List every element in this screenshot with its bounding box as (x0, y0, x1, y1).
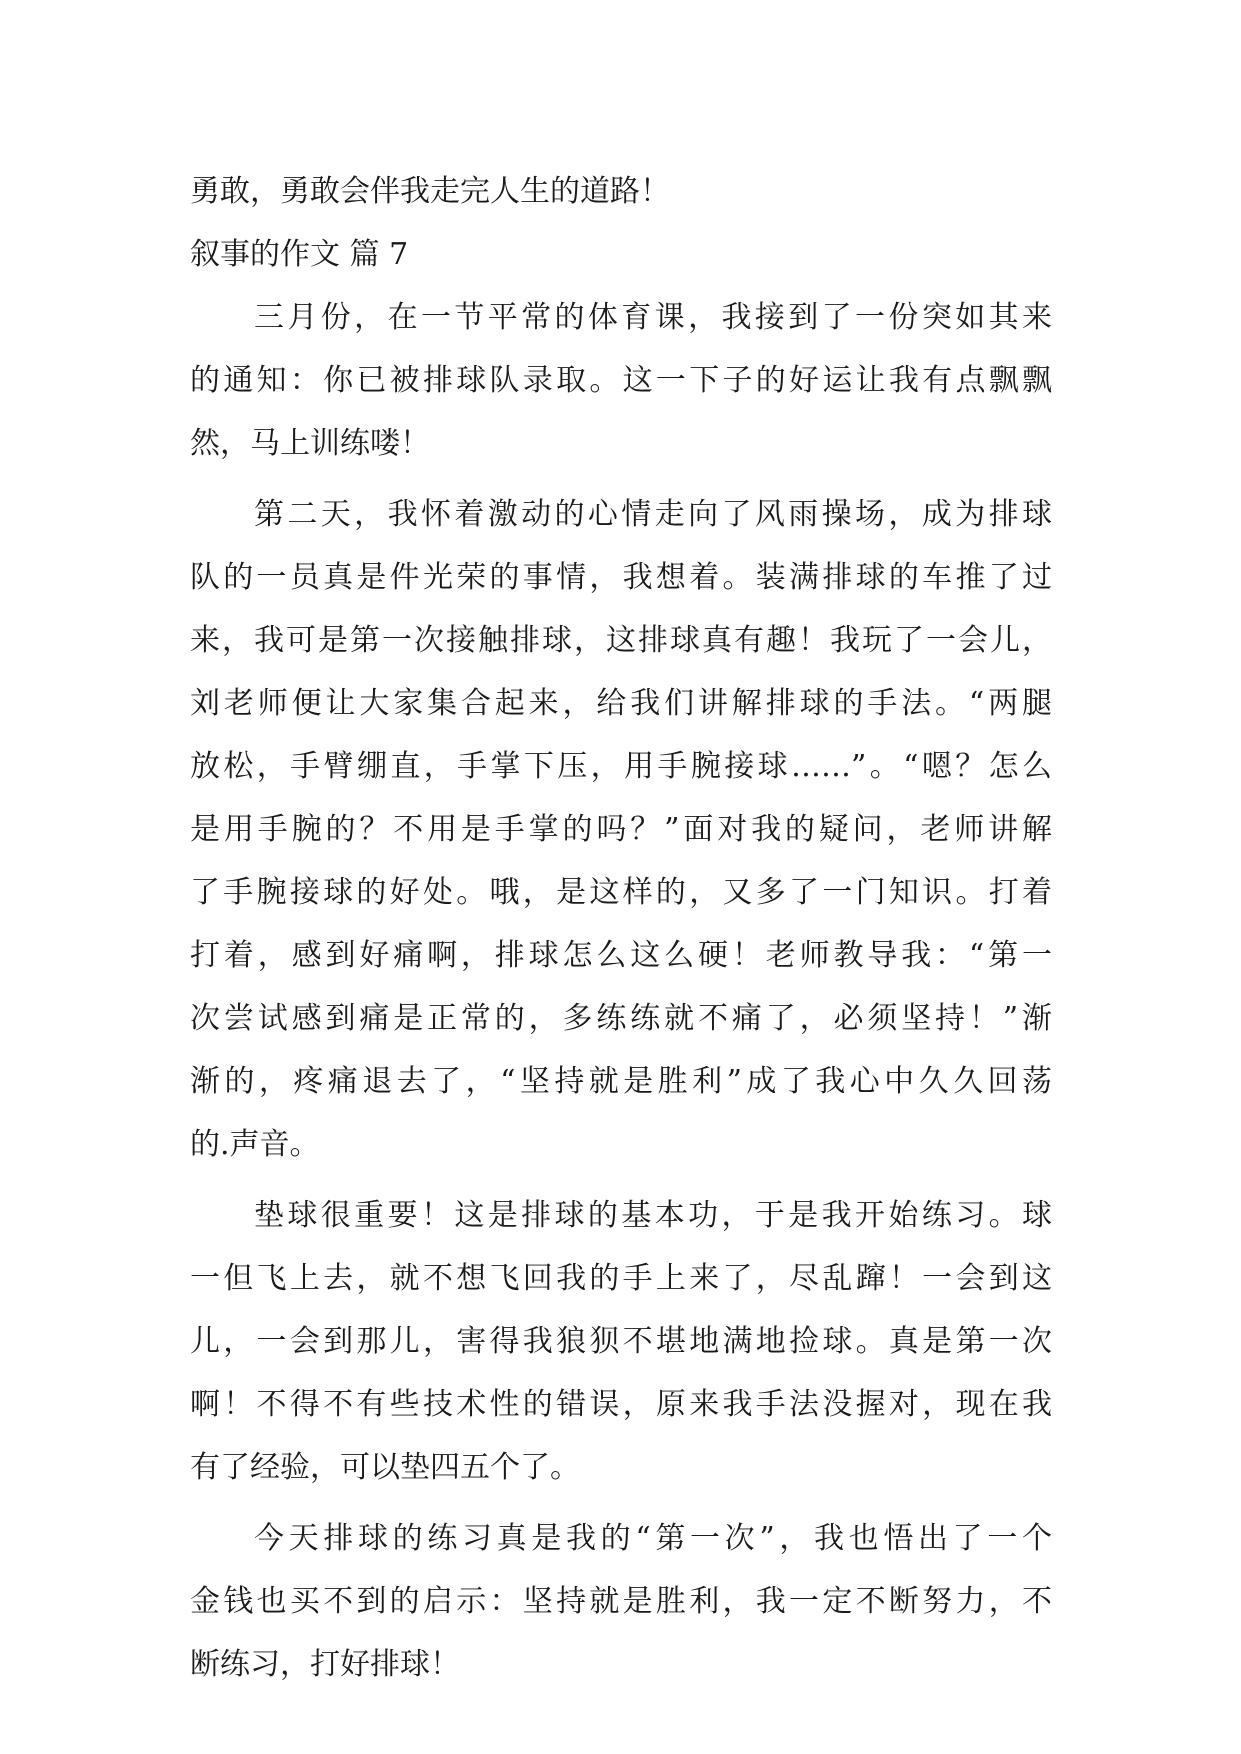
text-line: 刘老师便让大家集合起来，给我们讲解排球的手法。“两腿 (190, 686, 1052, 721)
text-line: 三月份，在一节平常的体育课，我接到了一份突如其来 (254, 300, 1052, 335)
paragraph-3 (190, 1184, 1052, 1499)
text-line: 啊！不得不有些技术性的错误，原来我手法没握对，现在我 (190, 1387, 1052, 1422)
section-heading: 叙事的作文 篇 7 (190, 237, 409, 272)
paragraph-1 (190, 286, 1052, 475)
text-line: 儿，一会到那儿，害得我狼狈不堪地满地捡球。真是第一次 (190, 1324, 1052, 1359)
text-line: 队的一员真是件光荣的事情，我想着。装满排球的车推了过 (190, 560, 1052, 595)
previous-text-line: 勇敢，勇敢会伴我走完人生的道路！ (190, 174, 670, 209)
text-line: 了手腕接球的好处。哦，是这样的，又多了一门知识。打着 (190, 875, 1052, 910)
text-line: 次尝试感到痛是正常的，多练练就不痛了，必须坚持！”渐 (190, 1001, 1052, 1036)
text-line: 垫球很重要！这是排球的基本功，于是我开始练习。球 (254, 1198, 1052, 1233)
text-line: 然，马上训练喽！ (190, 426, 430, 461)
text-line: 金钱也买不到的启示：坚持就是胜利，我一定不断努力，不 (190, 1584, 1052, 1619)
text-line: 放松，手臂绷直，手掌下压，用手腕接球……”。“嗯？怎么 (190, 749, 1052, 784)
text-line: 渐的，疼痛退去了，“坚持就是胜利”成了我心中久久回荡 (190, 1064, 1052, 1099)
text-line: 有了经验，可以垫四五个了。 (190, 1450, 580, 1485)
text-line: 今天排球的练习真是我的“第一次”，我也悟出了一个 (254, 1521, 1052, 1556)
text-line: 是用手腕的？不用是手掌的吗？”面对我的疑问，老师讲解 (190, 812, 1052, 847)
text-line: 的通知：你已被排球队录取。这一下子的好运让我有点飘飘 (190, 363, 1052, 398)
text-line: 一但飞上去，就不想飞回我的手上来了，尽乱蹿！一会到这 (190, 1261, 1052, 1296)
text-line: 断练习，打好排球！ (190, 1647, 460, 1682)
text-line: 打着，感到好痛啊，排球怎么这么硬！老师教导我：“第一 (190, 938, 1052, 973)
document-page (190, 160, 1052, 1696)
paragraph-4 (190, 1507, 1052, 1696)
paragraph-2 (190, 483, 1052, 1176)
text-line: 的.声音。 (190, 1127, 320, 1162)
text-line: 来，我可是第一次接触排球，这排球真有趣！我玩了一会儿， (190, 623, 1052, 658)
text-line: 第二天，我怀着激动的心情走向了风雨操场，成为排球 (254, 497, 1052, 532)
